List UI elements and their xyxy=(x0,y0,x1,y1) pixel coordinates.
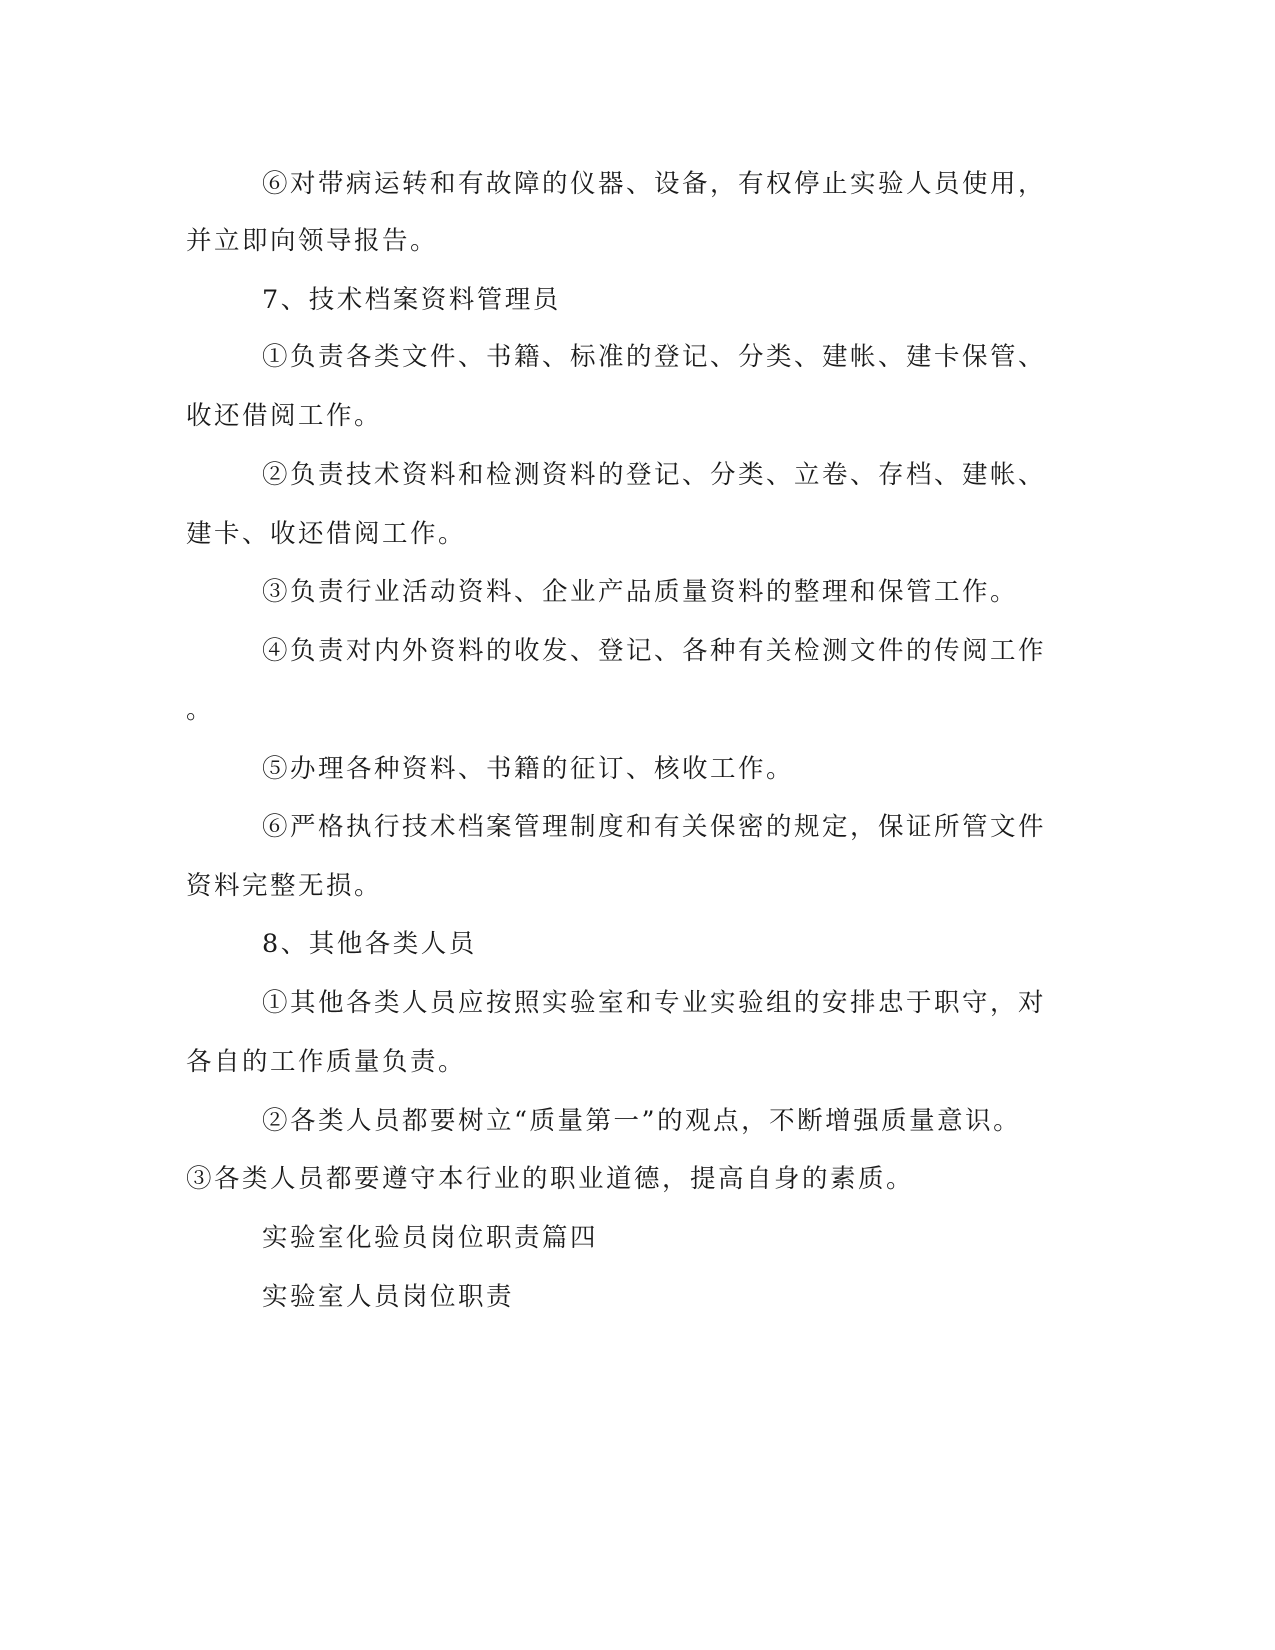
paragraph-line: ①其他各类人员应按照实验室和专业实验组的安排忠于职守，对 xyxy=(262,988,1047,1018)
paragraph-line: 各自的工作质量负责。 xyxy=(186,1047,467,1077)
paragraph-line: ⑤办理各种资料、书籍的征订、核收工作。 xyxy=(262,754,795,784)
paragraph-line: ①负责各类文件、书籍、标准的登记、分类、建帐、建卡保管、 xyxy=(262,342,1047,372)
section-heading: 7、技术档案资料管理员 xyxy=(262,285,561,315)
paragraph-line: ③各类人员都要遵守本行业的职业道德，提高自身的素质。 xyxy=(186,1164,915,1194)
paragraph-line: ②各类人员都要树立“质量第一”的观点，不断增强质量意识。 xyxy=(262,1106,1022,1136)
paragraph-line: ③负责行业活动资料、企业产品质量资料的整理和保管工作。 xyxy=(262,577,1019,607)
paragraph-line: ②负责技术资料和检测资料的登记、分类、立卷、存档、建帐、 xyxy=(262,460,1047,490)
paragraph-line: ④负责对内外资料的收发、登记、各种有关检测文件的传阅工作 xyxy=(262,636,1047,666)
paragraph-line: 收还借阅工作。 xyxy=(186,401,383,431)
paragraph-line: 并立即向领导报告。 xyxy=(186,226,439,256)
paragraph-line: 资料完整无损。 xyxy=(186,871,383,901)
paragraph-line: 建卡、收还借阅工作。 xyxy=(186,519,467,549)
section-heading: 实验室人员岗位职责 xyxy=(262,1282,515,1312)
paragraph-line: ⑥对带病运转和有故障的仪器、设备，有权停止实验人员使用， xyxy=(262,169,1047,199)
section-heading: 8、其他各类人员 xyxy=(262,929,477,959)
paragraph-line: ⑥严格执行技术档案管理制度和有关保密的规定，保证所管文件 xyxy=(262,812,1047,842)
section-heading: 实验室化验员岗位职责篇四 xyxy=(262,1223,599,1253)
paragraph-line: 。 xyxy=(186,695,215,725)
